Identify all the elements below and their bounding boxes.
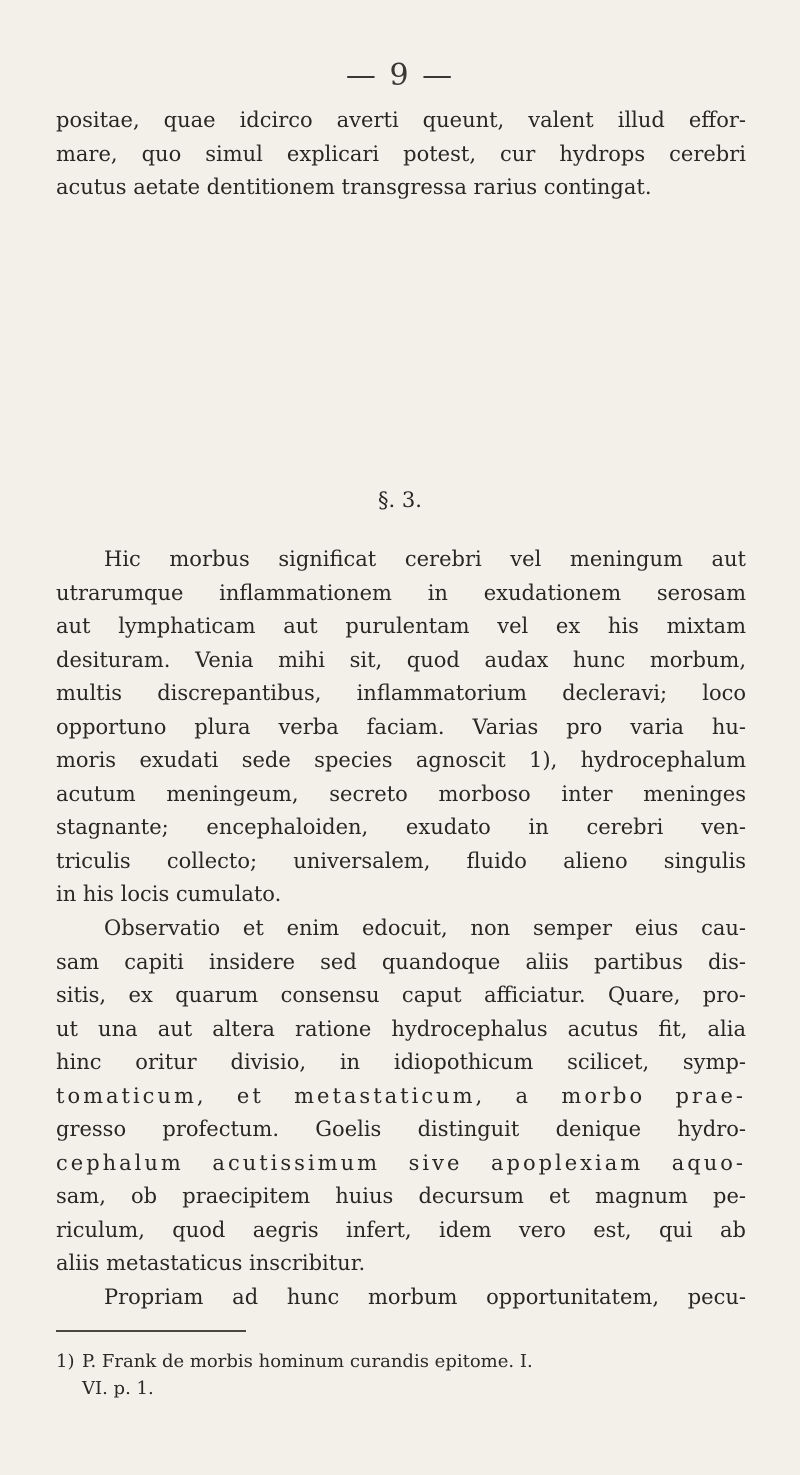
text-line: Observatio et enim edocuit, non semper eius cau- xyxy=(104,916,746,940)
text-line: positae, quae idcirco averti queunt, valent illud effor- xyxy=(56,108,746,132)
text-line: sitis, ex quarum consensu caput afficiatur. Quare, pro- xyxy=(56,983,746,1007)
text-line: utrarumque inflammationem in exudationem serosam xyxy=(56,580,746,605)
text-line: acutus aetate dentitionem transgressa rarius contingat. xyxy=(56,175,652,199)
footnote-text: P. Frank de morbis hominum curandis epitome. I. xyxy=(82,1351,533,1372)
footnote-line: VI. p. 1. xyxy=(82,1378,154,1399)
text-line: opportuno plura verba faciam. Varias pro varia hu- xyxy=(56,714,746,739)
text-line: acutum meningeum, secreto morboso inter meninges xyxy=(56,781,746,806)
text-line: stagnante; encephaloiden, exudato in cerebri ven- xyxy=(56,815,746,839)
paragraph-3 xyxy=(56,912,746,1281)
text-line: Propriam ad hunc morbum opportunitatem, pecu- xyxy=(104,1285,746,1309)
footnote xyxy=(56,1348,746,1402)
footnote-marker: 1) xyxy=(56,1351,75,1372)
text-line: desituram. Venia mihi sit, quod audax hunc morbum, xyxy=(56,647,746,672)
footnote-divider xyxy=(56,1330,246,1332)
text-line: moris exudati sede species agnoscit 1), hydrocephalum xyxy=(56,748,746,772)
paragraph-2 xyxy=(56,543,746,912)
text-line: gresso profectum. Goelis distinguit denique hydro- xyxy=(56,1117,746,1141)
text-line: riculum, quod aegris infert, idem vero est, qui ab xyxy=(56,1217,746,1242)
text-line: multis discrepantibus, inflammatorium decleravi; loco xyxy=(56,681,746,705)
text-line: sam capiti insidere sed quandoque aliis partibus dis- xyxy=(56,949,746,974)
page-number: — 9 — xyxy=(345,58,455,93)
text-line: in his locis cumulato. xyxy=(56,882,282,906)
text-line: sam, ob praecipitem huius decursum et magnum pe- xyxy=(56,1184,746,1208)
footnote-line xyxy=(56,1348,746,1375)
text-line: tomaticum, et metastaticum, a morbo prae- xyxy=(56,1083,746,1108)
text-line: hinc oritur divisio, in idiopothicum scilicet, symp- xyxy=(56,1050,746,1074)
paragraph-4 xyxy=(56,1281,746,1315)
text-line: Hic morbus significat cerebri vel meningum aut xyxy=(104,547,746,571)
text-line: ut una aut altera ratione hydrocephalus acutus fit, alia xyxy=(56,1016,746,1041)
text-line: aliis metastaticus inscribitur. xyxy=(56,1251,366,1275)
text-line: aut lymphaticam aut purulentam vel ex his mixtam xyxy=(56,614,746,638)
paragraph-1 xyxy=(56,104,746,205)
text-line: mare, quo simul explicari potest, cur hydrops cerebri xyxy=(56,141,746,166)
section-heading: §. 3. xyxy=(378,488,422,512)
text-line: cephalum acutissimum sive apoplexiam aquo- xyxy=(56,1150,746,1175)
text-line: triculis collecto; universalem, fluido alieno singulis xyxy=(56,848,746,873)
